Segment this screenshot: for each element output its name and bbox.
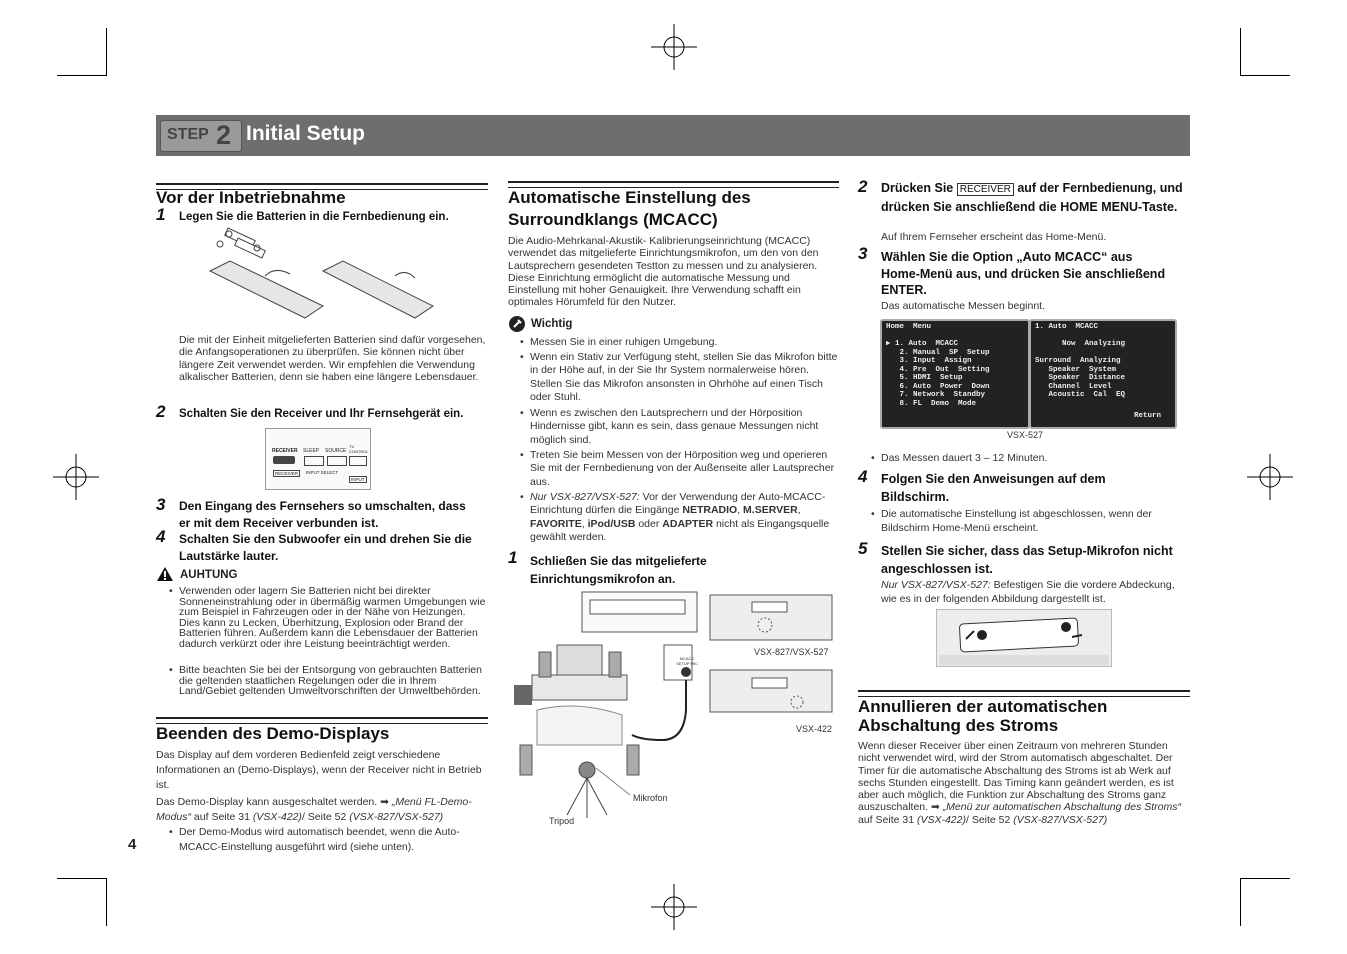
crop-mark bbox=[1240, 878, 1290, 879]
menu-link[interactable]: „Menü FL-Demo-Modus“ bbox=[156, 796, 472, 823]
remote-label: RECEIVER bbox=[272, 448, 298, 454]
section-body bbox=[156, 795, 490, 825]
body-text: oder bbox=[635, 517, 663, 530]
model-ref: (VSX-422) bbox=[916, 813, 966, 826]
important-item bbox=[530, 491, 842, 544]
remote-label: SOURCE bbox=[325, 448, 347, 454]
model-caption: VSX-527 bbox=[1007, 430, 1044, 440]
tv-button bbox=[349, 456, 367, 466]
step-text bbox=[881, 180, 1191, 215]
section-title: Annullieren der automatischen bbox=[858, 697, 1108, 716]
step-text: Den Eingang des Fernsehers so umschalten, dass er mit dem Receiver verbunden ist. bbox=[179, 499, 466, 530]
caution-item: • Bitte beachten Sie bei der Entsorgung von gebrauchten Batterien die geltenden staatlichen Regelungen oder die in Ihrem Land/Gebiet geltenden Umweltvorschriften der Umweltbehörden. bbox=[179, 665, 489, 697]
input-name: iPod/USB bbox=[587, 517, 636, 530]
wrench-icon bbox=[508, 315, 526, 333]
step-label: STEP bbox=[167, 126, 209, 143]
source-button bbox=[327, 456, 347, 466]
remote-label: INPUT bbox=[351, 477, 365, 482]
section-intro: Die Audio-Mehrkanal-Akustik- Kalibrierungseinrichtung (MCACC) verwendet das mitgelieferte Einrichtungsmikrofon, um den von den Lautsprechern gesendeten Testton zu messen und zu analysieren. Diese Einrichtung ermöglicht die automatische Messung und Einstellung mit hoher Genauigkeit. Ihre Verwendung schafft ein optimales Hörumfeld für den Nutzer. bbox=[508, 235, 819, 309]
step-number: 5 bbox=[858, 539, 868, 558]
step-body bbox=[881, 579, 1191, 606]
model-ref: (VSX-827/VSX-527) bbox=[1013, 813, 1108, 826]
section-title: Vor der Inbetriebnahme bbox=[156, 188, 346, 207]
sleep-button bbox=[304, 456, 324, 466]
section-title: Abschaltung des Stroms bbox=[858, 716, 1059, 735]
input-name: FAVORITE bbox=[530, 517, 582, 530]
body-text: Wenn dieser Receiver über einen Zeitraum von mehreren Stunden nicht verwendet wird, wird der Strom automatisch abgeschaltet. Der Timer für die automatische Abschaltung des Stroms ist ab Werk auf sechs Stunden eingestellt. Das Timing kann geändert werden, es ist aber auch möglich, die Funktion zur Abschaltung des Stroms ganz auszuschalten. ➡ bbox=[858, 740, 1174, 814]
model-ref: Nur VSX-827/VSX-527: bbox=[881, 579, 991, 591]
step-text: Stellen Sie sicher, dass das Setup-Mikrofon nicht angeschlossen ist. bbox=[881, 544, 1173, 576]
step-number: 1 bbox=[156, 205, 166, 224]
model-ref: Nur VSX-827/VSX-527: bbox=[530, 491, 640, 503]
registration-target bbox=[1247, 454, 1293, 500]
step-number: 1 bbox=[508, 548, 518, 567]
warning-icon bbox=[156, 566, 174, 582]
step-text: Schließen Sie das mitgelieferte Einrichtungsmikrofon an. bbox=[530, 554, 707, 586]
step-text-part: auf der Fernbedienung, und drücken Sie anschließend die HOME MENU-Taste. bbox=[881, 181, 1183, 214]
step-bullet: • Die automatische Einstellung ist abgeschlossen, wenn der Bildschirm Home-Menü erscheint. bbox=[881, 508, 1191, 535]
input-name: M.SERVER bbox=[743, 504, 798, 517]
registration-target bbox=[651, 24, 697, 70]
registration-target bbox=[651, 884, 697, 930]
remote-label: TV CONTROL bbox=[349, 444, 369, 454]
important-item: • Messen Sie in einer ruhigen Umgebung. bbox=[530, 336, 840, 349]
receiver-button bbox=[273, 456, 295, 464]
analyzing-screen: 1. Auto MCACC Now Analyzing Surround Analyzing Speaker System Speaker Distance Channel Level Acoustic Cal EQ bbox=[1029, 319, 1177, 429]
section-rule bbox=[508, 181, 839, 188]
caution-title: AUHTUNG bbox=[180, 569, 238, 581]
step-text: Legen Sie die Batterien in die Fernbedienung ein. bbox=[179, 211, 449, 223]
crop-mark bbox=[57, 878, 107, 879]
model-caption: VSX-422 bbox=[796, 724, 833, 734]
model-caption: VSX-827/VSX-527 bbox=[754, 647, 829, 657]
mic-setup-illustration bbox=[512, 590, 837, 830]
section-body: Das Display auf dem vorderen Bedienfeld zeigt verschiedene Informationen an (Demo-Displays), wenn der Receiver nicht in Betrieb ist. bbox=[156, 749, 482, 791]
page-number: 4 bbox=[128, 836, 137, 853]
step-text: Wählen Sie die Option „Auto MCACC“ aus Home-Menü aus, und drücken Sie anschließend ENTER. bbox=[881, 250, 1166, 297]
remote-buttons-illustration bbox=[265, 428, 371, 490]
section-title: Surroundklangs (MCACC) bbox=[508, 210, 718, 229]
demo-bullet: • Der Demo-Modus wird automatisch beendet, wenn die Auto-MCACC-Einstellung ausgeführt wird (siehe unten). bbox=[179, 825, 489, 855]
crop-mark bbox=[1240, 878, 1241, 926]
return-label: Return bbox=[1134, 412, 1162, 420]
body-text: , bbox=[797, 504, 801, 517]
jack-label: MCACC SETUP MIC bbox=[676, 656, 698, 666]
important-title: Wichtig bbox=[531, 318, 573, 330]
crop-mark bbox=[106, 28, 107, 76]
page-title: Initial Setup bbox=[246, 122, 366, 145]
receiver-key: RECEIVER bbox=[957, 183, 1014, 196]
body-text: nicht als Eingangsquelle gewählt werden. bbox=[530, 517, 830, 543]
mic-caption: Mikrofon bbox=[633, 793, 668, 803]
crop-mark bbox=[106, 878, 107, 926]
body-text: , bbox=[581, 517, 588, 530]
crop-mark bbox=[57, 75, 107, 76]
measure-bullet: • Das Messen dauert 3 – 12 Minuten. bbox=[881, 452, 1047, 465]
section-rule bbox=[858, 690, 1190, 697]
body-text: Befestigen Sie die vordere Abdeckung, wie es in der folgenden Abbildung dargestellt ist. bbox=[881, 579, 1175, 605]
important-item: • Wenn es zwischen den Lautsprechern und der Hörposition Hindernisse gibt, kann es sein, dass genaue Messungen nicht möglich sind. bbox=[530, 407, 842, 447]
step-number: 4 bbox=[156, 527, 166, 546]
input-name: ADAPTER bbox=[662, 517, 714, 530]
step-text: Schalten Sie den Receiver und Ihr Fernsehgerät ein. bbox=[179, 408, 464, 420]
caution-item: • Verwenden oder lagern Sie Batterien nicht bei direkter Sonneneinstrahlung oder in übermäßig warmen Umgebungen wie zum Beispiel in Fahrzeugen oder in der Nähe von Heizungen. Dies kann zu Lecken, Überhitzung, Explosion oder Brand der Batterien führen. Außerdem kann die Lebensdauer der Batterien dadurch verkürzt oder ihre Leistung beeinträchtigt werden. bbox=[179, 586, 489, 649]
remote-label: RECEIVER bbox=[275, 471, 299, 476]
step-number: 2 bbox=[858, 177, 868, 196]
body-text: auf Seite 31 bbox=[858, 813, 917, 826]
registration-target bbox=[53, 454, 99, 500]
step-text: Folgen Sie den Anweisungen auf dem Bildschirm. bbox=[881, 472, 1106, 504]
step-body: Auf Ihrem Fernseher erscheint das Home-Menü. bbox=[881, 231, 1107, 243]
step-body: Das automatische Messen beginnt. bbox=[881, 300, 1046, 312]
section-title: Beenden des Demo-Displays bbox=[156, 724, 390, 743]
step-number: 2 bbox=[216, 120, 232, 150]
front-cover-illustration bbox=[936, 609, 1112, 667]
model-ref: (VSX-827/VSX-527) bbox=[349, 811, 444, 823]
remote-battery-illustration bbox=[205, 226, 455, 326]
body-text: Das Demo-Display kann ausgeschaltet werden. ➡ bbox=[156, 796, 392, 808]
step-number: 4 bbox=[858, 467, 868, 486]
step-body: Die mit der Einheit mitgelieferten Batterien sind dafür vorgesehen, die Anfangsoperationen zu überprüfen. Sie können nicht über längere Zeit verwendet werden. Wir empfehlen die Verwendung alkalischer Batterien, denn sie haben eine längere Lebensdauer. bbox=[179, 334, 486, 383]
step-number: 2 bbox=[156, 402, 166, 421]
body-text: , bbox=[737, 504, 744, 517]
step-text-part: Drücken Sie bbox=[881, 181, 957, 195]
section-title: Automatische Einstellung des bbox=[508, 188, 751, 207]
tripod-caption: Tripod bbox=[549, 816, 575, 826]
step-number: 3 bbox=[156, 495, 166, 514]
remote-label: SLEEP bbox=[303, 448, 320, 454]
body-text: auf Seite 31 bbox=[191, 811, 253, 823]
important-item: • Wenn ein Stativ zur Verfügung steht, stellen Sie das Mikrofon bitte in der Höhe auf, in der Sie Ihr System normalerweise hören. Stellen Sie das Mikrofon ansonsten in Ohrhöhe auf einen Tisch oder Stuhl. bbox=[530, 351, 842, 404]
body-text: Vor der Verwendung der Auto-MCACC- Einrichtung dürfen die Eingänge bbox=[530, 491, 826, 517]
step-badge bbox=[160, 120, 242, 152]
input-name: NETRADIO bbox=[682, 504, 738, 517]
section-body bbox=[858, 740, 1192, 826]
step-text: Schalten Sie den Subwoofer ein und drehen Sie die Lautstärke lauter. bbox=[179, 532, 472, 563]
menu-link[interactable]: „Menü zur automatischen Abschaltung des Stroms“ bbox=[942, 801, 1181, 814]
step-number: 3 bbox=[858, 244, 868, 263]
crop-mark bbox=[1240, 28, 1241, 76]
model-ref: (VSX-422) bbox=[252, 811, 302, 823]
body-text: / Seite 52 bbox=[301, 811, 350, 823]
crop-mark bbox=[1240, 75, 1290, 76]
section-rule bbox=[156, 717, 488, 724]
body-text: / Seite 52 bbox=[966, 813, 1014, 826]
important-item: • Treten Sie beim Messen von der Hörposition weg und operieren Sie mit der Fernbedienung von der Außenseite aller Lautsprecher aus. bbox=[530, 449, 842, 489]
home-menu-screen: Home Menu ▶ 1. Auto MCACC 2. Manual SP Setup 3. Input Assign 4. Pre Out Setting 5. HDMI Setup 6. Auto Power Down 7. Network Standby 8. FL Demo Mode bbox=[880, 319, 1030, 429]
remote-label: INPUT SELECT bbox=[306, 470, 339, 475]
